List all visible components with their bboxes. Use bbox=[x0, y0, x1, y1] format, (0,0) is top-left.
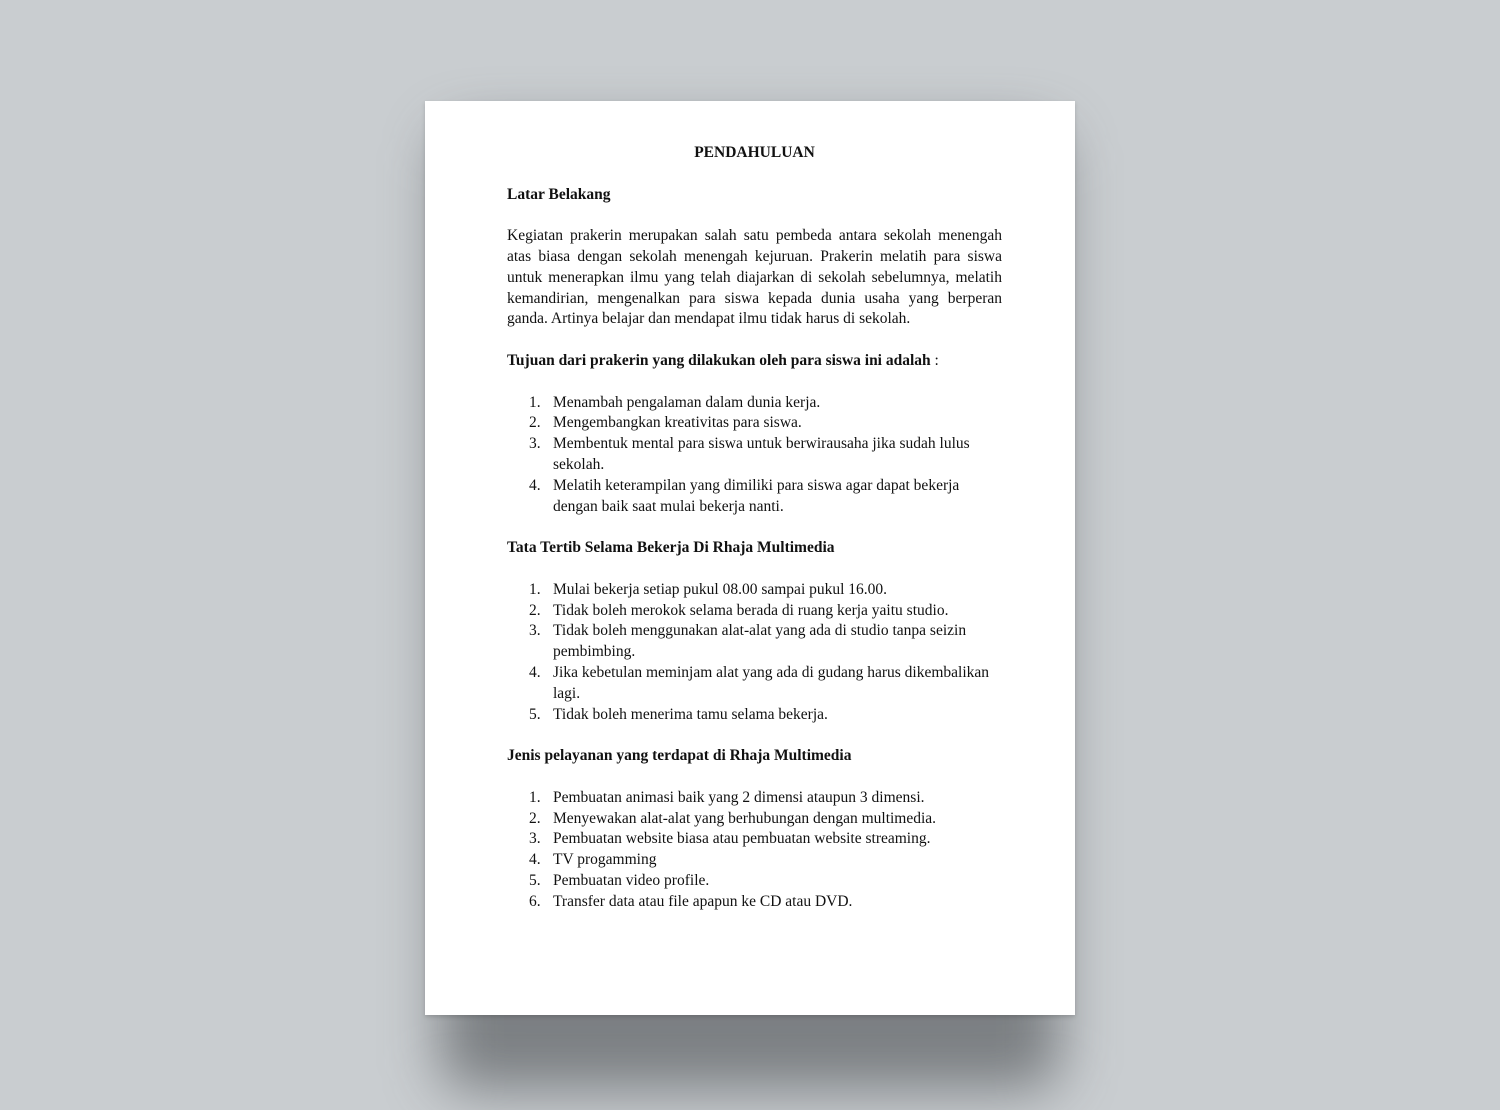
list-number: 1. bbox=[529, 393, 541, 411]
list-item-text: Menambah pengalaman dalam dunia kerja. bbox=[553, 393, 821, 411]
list-item bbox=[507, 809, 1002, 830]
document-title: PENDAHULUAN bbox=[694, 144, 815, 161]
section-paragraph-latar-belakang: Kegiatan prakerin merupakan salah satu pembeda antara sekolah menengah atas biasa dengan sekolah menengah kejuruan. Prakerin melatih para siswa untuk menerapkan ilmu yang telah diajarkan di sekolah sebelumnya, melatih kemandirian, mengenalkan para siswa kepada dunia usaha yang berperan ganda. Artinya belajar dan mendapat ilmu tidak harus di sekolah. bbox=[507, 227, 1002, 328]
list-item bbox=[507, 393, 1002, 414]
list-item bbox=[507, 892, 1002, 913]
list-item bbox=[507, 413, 1002, 434]
list-number: 4. bbox=[529, 663, 541, 681]
list-item bbox=[507, 601, 1002, 622]
list-item bbox=[507, 788, 1002, 809]
list-number: 4. bbox=[529, 851, 541, 869]
list-item-text: Mulai bekerja setiap pukul 08.00 sampai pukul 16.00. bbox=[553, 580, 888, 598]
list-item-text: Mengembangkan kreativitas para siswa. bbox=[553, 414, 802, 432]
list-item-text: Jika kebetulan meminjam alat yang ada di gudang harus dikembalikan lagi. bbox=[553, 663, 990, 702]
list-item bbox=[507, 476, 1002, 518]
document-page bbox=[425, 101, 1075, 1015]
list-item-text: Membentuk mental para siswa untuk berwirausaha jika sudah lulus sekolah. bbox=[553, 435, 970, 473]
list-number: 2. bbox=[529, 601, 541, 619]
list-item bbox=[507, 621, 1002, 663]
tata-tertib-list bbox=[507, 580, 1002, 726]
heading-colon: : bbox=[930, 351, 939, 369]
list-item-text: TV progamming bbox=[553, 851, 657, 869]
list-number: 5. bbox=[529, 705, 541, 723]
list-item bbox=[507, 663, 1002, 705]
list-item bbox=[507, 580, 1002, 601]
tujuan-list bbox=[507, 393, 1002, 518]
section-heading-latar-belakang: Latar Belakang bbox=[507, 185, 611, 203]
list-item-text: Pembuatan animasi baik yang 2 dimensi ataupun 3 dimensi. bbox=[553, 788, 925, 806]
list-item-text: Melatih keterampilan yang dimiliki para siswa agar dapat bekerja dengan baik saat mulai bekerja nanti. bbox=[553, 476, 960, 515]
list-number: 2. bbox=[529, 414, 541, 432]
list-item bbox=[507, 434, 1002, 476]
jenis-pelayanan-list bbox=[507, 788, 1002, 913]
list-item bbox=[507, 705, 1002, 726]
document-content bbox=[507, 143, 1002, 933]
list-number: 4. bbox=[529, 476, 541, 494]
list-number: 1. bbox=[529, 580, 541, 598]
section-heading-tujuan bbox=[507, 351, 1002, 372]
list-number: 1. bbox=[529, 788, 541, 806]
list-item-text: Pembuatan video profile. bbox=[553, 871, 710, 889]
list-item bbox=[507, 871, 1002, 892]
section-heading-jenis-pelayanan: Jenis pelayanan yang terdapat di Rhaja Multimedia bbox=[507, 747, 852, 765]
list-number: 3. bbox=[529, 830, 541, 848]
list-number: 3. bbox=[529, 622, 541, 640]
list-item-text: Pembuatan website biasa atau pembuatan website streaming. bbox=[553, 830, 931, 848]
list-item-text: Tidak boleh menerima tamu selama bekerja. bbox=[553, 705, 828, 723]
list-item bbox=[507, 850, 1002, 871]
list-number: 3. bbox=[529, 435, 541, 453]
list-number: 2. bbox=[529, 809, 541, 827]
list-item-text: Menyewakan alat-alat yang berhubungan dengan multimedia. bbox=[553, 809, 937, 827]
list-item-text: Tidak boleh menggunakan alat-alat yang ada di studio tanpa seizin pembimbing. bbox=[553, 622, 967, 661]
list-item-text: Transfer data atau file apapun ke CD atau DVD. bbox=[553, 892, 853, 910]
list-item bbox=[507, 829, 1002, 850]
list-item-text: Tidak boleh merokok selama berada di ruang kerja yaitu studio. bbox=[553, 601, 949, 619]
section-heading-tata-tertib: Tata Tertib Selama Bekerja Di Rhaja Multimedia bbox=[507, 539, 835, 557]
heading-text: Tujuan dari prakerin yang dilakukan oleh para siswa ini adalah bbox=[507, 351, 931, 369]
list-number: 6. bbox=[529, 892, 541, 910]
list-number: 5. bbox=[529, 871, 541, 889]
